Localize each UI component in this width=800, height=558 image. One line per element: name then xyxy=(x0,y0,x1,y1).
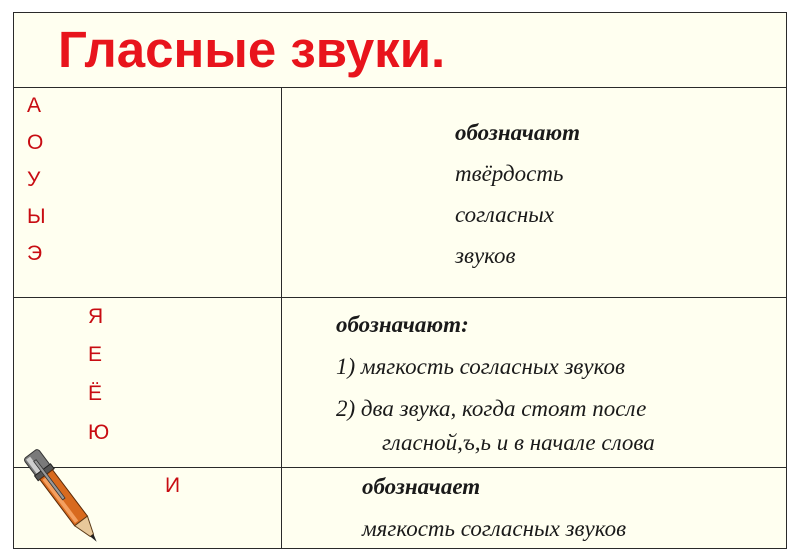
vowel-letter: Ы xyxy=(27,205,46,228)
description-line: мягкость согласных звуков xyxy=(362,516,627,541)
table-frame xyxy=(13,12,787,549)
description-line: гласной,ъ,ь и в начале слова xyxy=(382,430,655,455)
description-heading: обозначают: xyxy=(336,312,469,337)
vowel-letter: Е xyxy=(88,343,103,366)
vowel-letter: А xyxy=(27,94,42,117)
page-title: Гласные звуки. xyxy=(58,21,446,78)
vowel-letter: Ё xyxy=(88,382,103,405)
description-heading: обозначает xyxy=(362,474,481,499)
description-line: твёрдость xyxy=(455,161,564,186)
vowel-letter: Э xyxy=(27,242,43,265)
column-divider xyxy=(281,87,282,549)
vowel-letter: Я xyxy=(88,305,104,328)
description-line: согласных xyxy=(455,202,555,227)
description-line: 2) два звука, когда стоят после xyxy=(336,396,647,421)
vowel-letter: О xyxy=(27,131,44,154)
pen-icon xyxy=(20,445,106,550)
vowel-letter: Ю xyxy=(88,421,110,444)
vowel-letter: И xyxy=(165,474,181,497)
row-divider-2 xyxy=(13,297,787,298)
description-heading: обозначают xyxy=(455,120,581,145)
vowel-letter: У xyxy=(27,168,41,191)
description-line: звуков xyxy=(455,243,516,268)
row-divider-3 xyxy=(13,467,787,468)
description-line: 1) мягкость согласных звуков xyxy=(336,354,625,379)
